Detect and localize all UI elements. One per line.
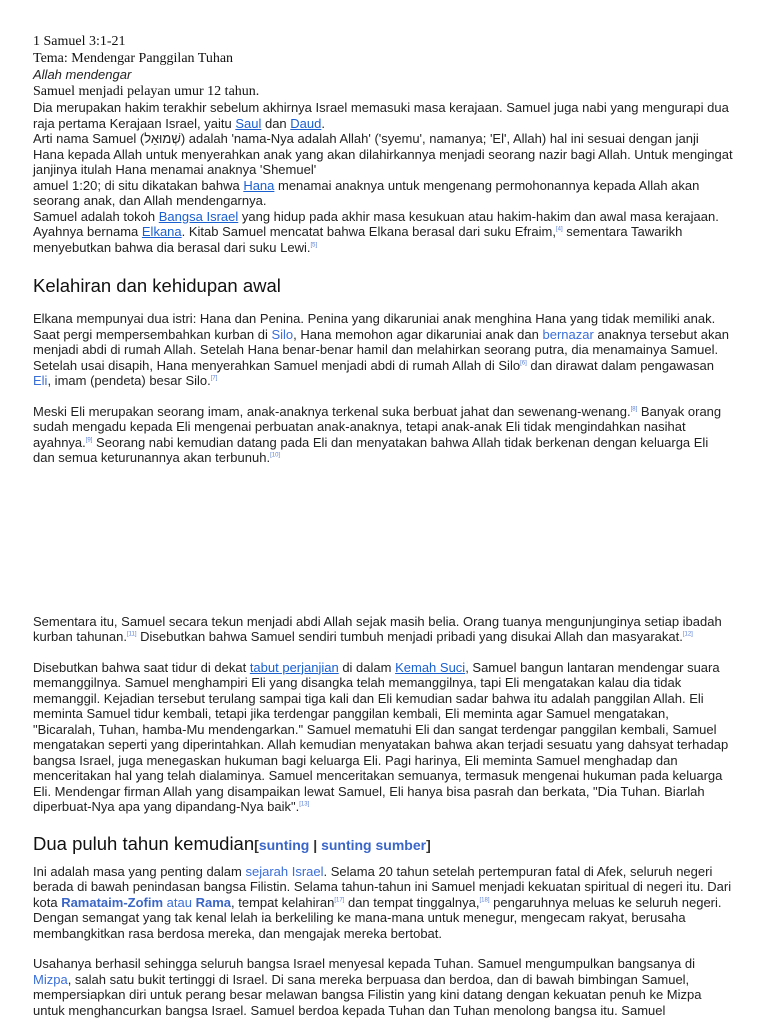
link-silo[interactable]: Silo — [271, 326, 294, 342]
citation-13[interactable]: [13] — [299, 801, 310, 808]
intro-paragraph-1: Dia merupakan hakim terakhir sebelum akhirnya Israel memasuki masa kerajaan. Samuel juga nabi yang mengurapi dua raja pertama Kerajaan Israel, yaitu Saul dan Daud. — [33, 100, 729, 131]
citation-4[interactable]: [4] — [555, 226, 563, 233]
subtitle: Allah mendengar — [33, 67, 132, 82]
link-daud[interactable]: Daud — [290, 115, 322, 131]
citation-12[interactable]: [12] — [682, 631, 693, 638]
link-eli[interactable]: Eli — [33, 373, 48, 388]
blank-space — [33, 466, 733, 614]
link-rama[interactable]: Rama — [195, 894, 231, 910]
link-ramataim-zofim[interactable]: Ramataim-Zofim — [61, 894, 164, 910]
edit-links: [sunting | sunting sumber] — [254, 836, 431, 853]
twenty-years-paragraph-2: Usahanya berhasil sehingga seluruh bangsa Israel menyesal kepada Tuhan. Samuel mengumpulkan bangsanya di Mizpa, salah satu bukit tertinggi di Israel. Di sana mereka berpuasa dan berdoa, dan di bawah bimbingan Samuel, mempersiapkan diri untuk perang besar melawan bangsa Filistin yang kini datang dengan kekuatan penuh ke Mizpa untuk menghancurkan bangsa Israel. Samuel berdoa kepada Tuhan dan Tuhan menolong bangsa itu. Samuel — [33, 956, 702, 1018]
twenty-years-paragraph-1: Ini adalah masa yang penting dalam sejarah Israel. Selama 20 tahun setelah pertempuran fatal di Afek, seluruh negeri berada di bawah penindasan bangsa Filistin. Selama tahun-tahun ini Samuel menjadi kekuatan spiritual di negeri itu. Dari kota Ramataim-Zofim atau Rama, tempat kelahiran[17] dan tempat tinggalnya,[18] pengaruhnya meluas ke seluruh negeri. Dengan semangat yang tak kenal lelah ia berkeliling ke mana-mana untuk menegur, mengecam rakyat, berusaha membangkitkan rasa berdosa mereka, dan mengajak mereka bertobat. — [33, 863, 732, 941]
link-hana[interactable]: Hana — [243, 177, 275, 193]
link-tabut-perjanjian[interactable]: tabut perjanjian — [249, 659, 339, 675]
edit-link[interactable]: sunting — [258, 836, 310, 853]
intro-paragraph-2: Arti nama Samuel (שְׁמוּאֵל) adalah 'nama-Nya adalah Allah' ('syemu', namanya; 'El', Allah) hal ini sesuai dengan janji Hana kepada Allah untuk menyerahkan anak yang akan dilahirkannya menjadi seorang nazir bagi Allah. Untuk mengingat janjinya itulah Hana menamai anaknya 'Shemuel' — [33, 131, 733, 177]
citation-5[interactable]: [5] — [310, 242, 318, 249]
citation-7[interactable]: [7] — [210, 375, 218, 382]
link-sejarah-israel[interactable]: sejarah Israel — [245, 863, 324, 879]
link-bangsa-israel[interactable]: Bangsa Israel — [158, 208, 239, 224]
link-elkana[interactable]: Elkana — [141, 224, 182, 239]
birth-paragraph-4: Disebutkan bahwa saat tidur di dekat tabut perjanjian di dalam Kemah Suci, Samuel bangun lantaran mendengar suara memanggilnya. Samuel menghampiri Eli yang disangka telah memanggilnya, tapi Eli mengatakan kalau dia tidak memanggil. Kejadian tersebut terulang sampai tiga kali dan Eli kemudian sadar bahwa itu adalah panggilan Allah. Eli meminta Samuel tidur kembali, tetapi jika terdengar panggilan kembali, Eli meminta agar Samuel mengatakan, "Bicaralah, Tuhan, hamba-Mu mendengarkan." Samuel mematuhi Eli dan sangat terdengar panggilan kembali, Samuel mengatakan seperti yang diperintahkan. Allah kemudian menyatakan bahwa akan terjadi sesuatu yang dahsyat terhadap bangsa Israel, juga menegaskan hukuman bagi keluarga Eli. Pagi harinya, Eli meminta Samuel menghadap dan menceritakan hal yang telah dialaminya. Samuel menceritakan semuanya, termasuk mengenai hukuman pada keluarga Eli. Mendengar firman Allah yang disampaikan lewat Samuel, Eli hanya bisa pasrah dan berkata, "Dia Tuhan. Biarlah diperbuat-Nya apa yang dipandang-Nya baik".[13] — [33, 659, 729, 814]
edit-source-link[interactable]: sunting sumber — [321, 836, 427, 853]
link-bernazar[interactable]: bernazar — [542, 326, 594, 342]
section-heading-twenty-years: Dua puluh tahun kemudian[sunting | sunting sumber] — [33, 832, 431, 854]
birth-paragraph-1: Elkana mempunyai dua istri: Hana dan Penina. Penina yang dikaruniai anak menghina Hana yang tidak memiliki anak. Saat pergi mempersembahkan kurban di Silo, Hana memohon agar dikaruniai anak dan bernazar anaknya tersebut akan menjadi abdi di rumah Allah. Setelah Hana benar-benar hamil dan melahirkan seorang putra, dia menamainya Samuel. Setelah usai disapih, Hana menyerahkan Samuel menjadi abdi di rumah Allah di Silo[6] dan dirawat dalam pengawasan Eli, imam (pendeta) besar Silo.[7] — [33, 311, 729, 388]
citation-6[interactable]: [6] — [520, 360, 527, 367]
link-kemah-suci[interactable]: Kemah Suci — [395, 659, 466, 675]
citation-9[interactable]: [9] — [85, 437, 93, 444]
citation-8[interactable]: [8] — [630, 406, 638, 413]
intro-line: Samuel menjadi pelayan umur 12 tahun. — [33, 84, 260, 99]
birth-paragraph-2: Meski Eli merupakan seorang imam, anak-anaknya terkenal suka berbuat jahat dan sewenang-wenang.[8] Banyak orang sudah mengadu kepada Eli mengenai perbuatan anak-anaknya, tetapi anak-anak Eli tidak mengindahkan nasihat ayahnya.[9] Seorang nabi kemudian datang pada Eli dan menyatakan bahwa Allah tidak berkenan dengan keluarga Eli dan semua keturunannya akan terbunuh.[10] — [33, 403, 722, 465]
intro-paragraph-4: Samuel adalah tokoh Bangsa Israel yang hidup pada akhir masa kesukuan atau hakim-hakim dan awal masa kerajaan. Ayahnya bernama Elkana. Kitab Samuel mencatat bahwa Elkana berasal dari suku Efraim,[4] sementara Tawarikh menyebutkan bahwa dia berasal dari suku Lewi.[5] — [33, 208, 719, 255]
link-mizpa[interactable]: Mizpa — [33, 971, 68, 987]
citation-10[interactable]: [10] — [270, 452, 281, 459]
citation-11[interactable]: [11] — [126, 631, 137, 638]
citation-17[interactable]: [17] — [334, 897, 345, 904]
intro-paragraph-3: amuel 1:20; di situ dikatakan bahwa Hana menamai anaknya untuk mengenang permohonannya kepada Allah akan seorang anak, dan Allah mendengarnya. — [33, 177, 700, 208]
link-saul[interactable]: Saul — [235, 115, 262, 131]
link-atau[interactable]: atau — [163, 894, 196, 910]
scripture-reference: 1 Samuel 3:1-21 — [33, 34, 126, 49]
document-page — [33, 0, 733, 1018]
sermon-theme: Tema: Mendengar Panggilan Tuhan — [33, 51, 234, 66]
citation-18[interactable]: [18] — [479, 897, 490, 904]
section-heading-birth: Kelahiran dan kehidupan awal — [33, 275, 281, 296]
birth-paragraph-3: Sementara itu, Samuel secara tekun menjadi abdi Allah sejak masih belia. Orang tuanya mengunjunginya setiap ibadah kurban tahunan.[11] Disebutkan bahwa Samuel sendiri tumbuh menjadi pribadi yang disukai Allah dan masyarakat.[12] — [33, 613, 722, 644]
